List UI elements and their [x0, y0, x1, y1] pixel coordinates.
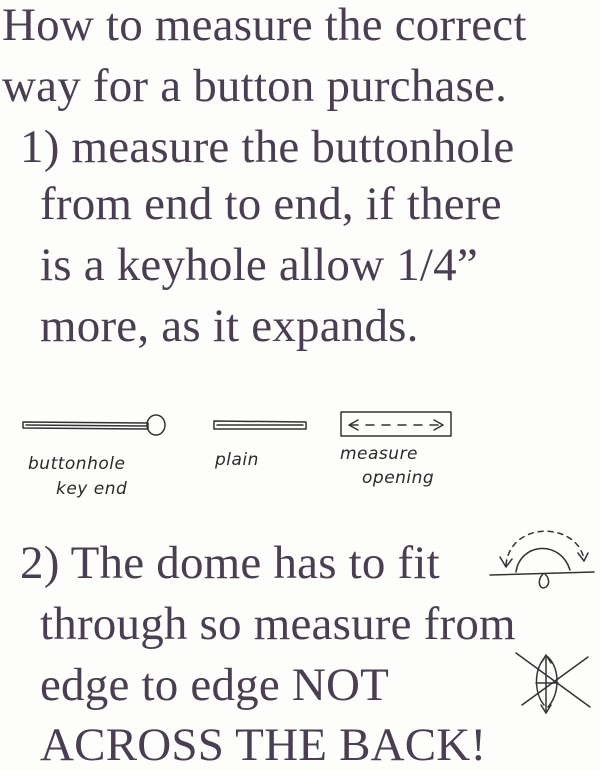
keyhole-label-1: buttonhole	[28, 454, 126, 474]
measure-opening-icon	[338, 409, 458, 441]
step2-line-1: 2) The dome has to fit	[20, 537, 440, 589]
step1-line-1: 1) measure the buttonhole	[20, 121, 515, 173]
step1-line-2: from end to end, if there	[40, 178, 502, 230]
title-line-1: How to measure the correct	[2, 0, 527, 51]
measure-label-2: opening	[362, 468, 435, 488]
step2-line-3: edge to edge NOT	[40, 659, 390, 711]
title-line-2: way for a button purchase.	[2, 60, 508, 112]
measure-label-1: measure	[340, 444, 419, 464]
step2-line-2: through so measure from	[40, 598, 516, 650]
plain-buttonhole-icon	[210, 418, 310, 438]
plain-label: plain	[215, 450, 259, 470]
keyhole-buttonhole-icon	[20, 410, 160, 440]
step1-line-4: more, as it expands.	[40, 300, 419, 352]
crossed-back-icon	[496, 643, 596, 723]
step2-line-4: ACROSS THE BACK!	[40, 719, 487, 771]
keyhole-label-2: key end	[56, 479, 128, 499]
step1-line-3: is a keyhole allow 1/4”	[40, 239, 478, 291]
dome-button-icon	[488, 515, 598, 595]
